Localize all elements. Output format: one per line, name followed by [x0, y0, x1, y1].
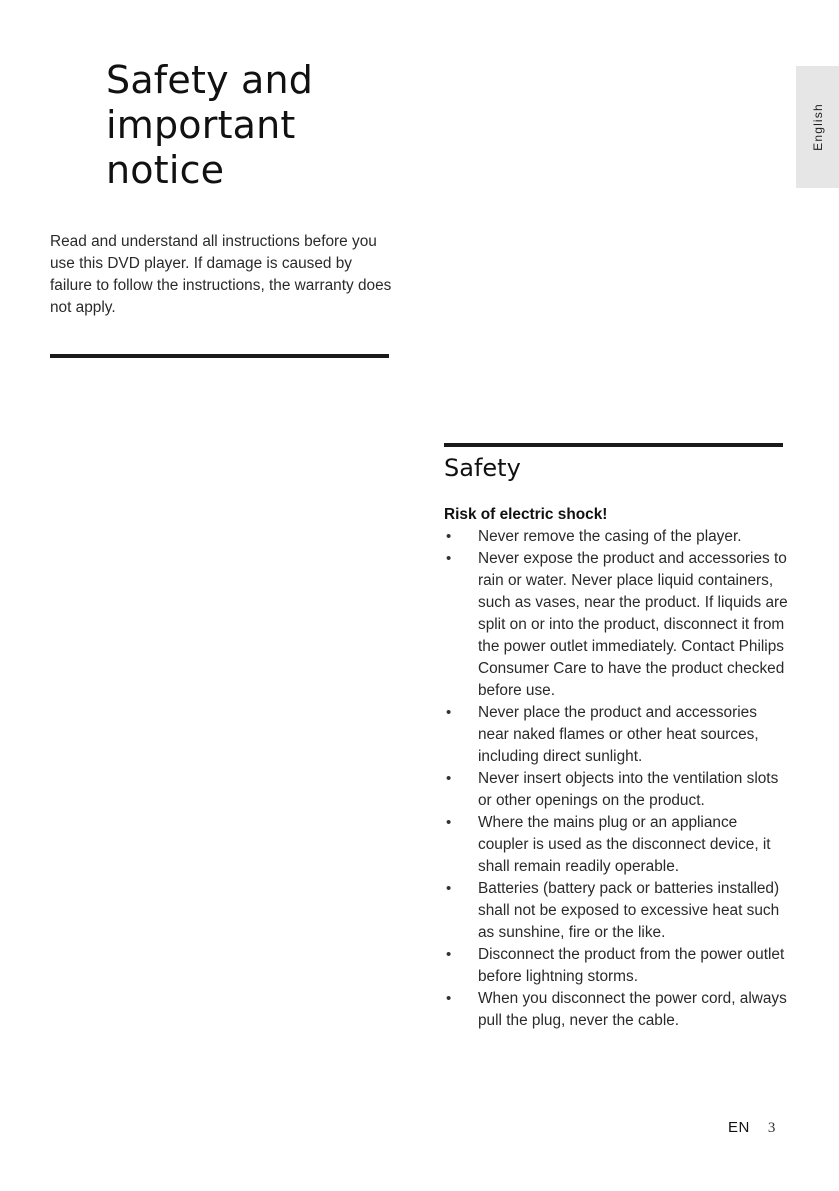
- chapter-title: [106, 58, 366, 193]
- language-tab-label: English: [810, 103, 825, 151]
- safety-bullet-item: [444, 526, 789, 548]
- section-divider-left: [50, 354, 389, 358]
- section-divider-right: [444, 443, 783, 447]
- chapter-title-line: important: [106, 103, 296, 147]
- bullet-text: Where the mains plug or an appliance coupler is used as the disconnect device, it shall remain readily operable.: [478, 814, 771, 875]
- page-number: 3: [767, 1120, 776, 1136]
- safety-bullet-item: [444, 944, 789, 988]
- safety-bullet-item: [444, 812, 789, 878]
- bullet-marker: •: [446, 880, 452, 897]
- bullet-text: Never expose the product and accessories to rain or water. Never place liquid containers, such as vases, near the product. If liquids are split on or into the product, disconnect it from the power outlet immediately. Contact Philips Consumer Care to have the product checked before use.: [478, 550, 788, 699]
- bullet-text: Never place the product and accessories near naked flames or other heat sources, including direct sunlight.: [478, 704, 759, 765]
- page-footer: [728, 1118, 775, 1138]
- bullet-marker: •: [446, 550, 452, 567]
- bullet-text: Never remove the casing of the player.: [478, 528, 742, 545]
- footer-language-code: EN: [728, 1119, 750, 1136]
- bullet-text: Batteries (battery pack or batteries installed) shall not be exposed to excessive heat such as sunshine, fire or the like.: [478, 880, 780, 941]
- section-heading-safety: Safety: [444, 454, 521, 482]
- bullet-marker: •: [446, 528, 452, 545]
- safety-bullet-list: [444, 526, 789, 1032]
- bullet-marker: •: [446, 946, 452, 963]
- chapter-title-line: Safety and: [106, 58, 314, 102]
- safety-bullet-item: [444, 988, 789, 1032]
- bullet-marker: •: [446, 990, 452, 1007]
- bullet-marker: •: [446, 704, 452, 721]
- safety-bullet-item: [444, 548, 789, 702]
- bullet-marker: •: [446, 814, 452, 831]
- bullet-marker: •: [446, 770, 452, 787]
- language-tab: [796, 66, 839, 188]
- bullet-text: Never insert objects into the ventilation slots or other openings on the product.: [478, 770, 779, 809]
- chapter-title-line: notice: [106, 148, 225, 192]
- safety-bullet-item: [444, 702, 789, 768]
- bullet-text: When you disconnect the power cord, always pull the plug, never the cable.: [478, 990, 787, 1029]
- intro-paragraph: Read and understand all instructions before you use this DVD player. If damage is caused by failure to follow the instructions, the warranty does not apply.: [50, 233, 392, 316]
- bullet-text: Disconnect the product from the power outlet before lightning storms.: [478, 946, 785, 985]
- subheading-electric-shock: Risk of electric shock!: [444, 506, 608, 523]
- safety-bullet-item: [444, 878, 789, 944]
- safety-bullet-item: [444, 768, 789, 812]
